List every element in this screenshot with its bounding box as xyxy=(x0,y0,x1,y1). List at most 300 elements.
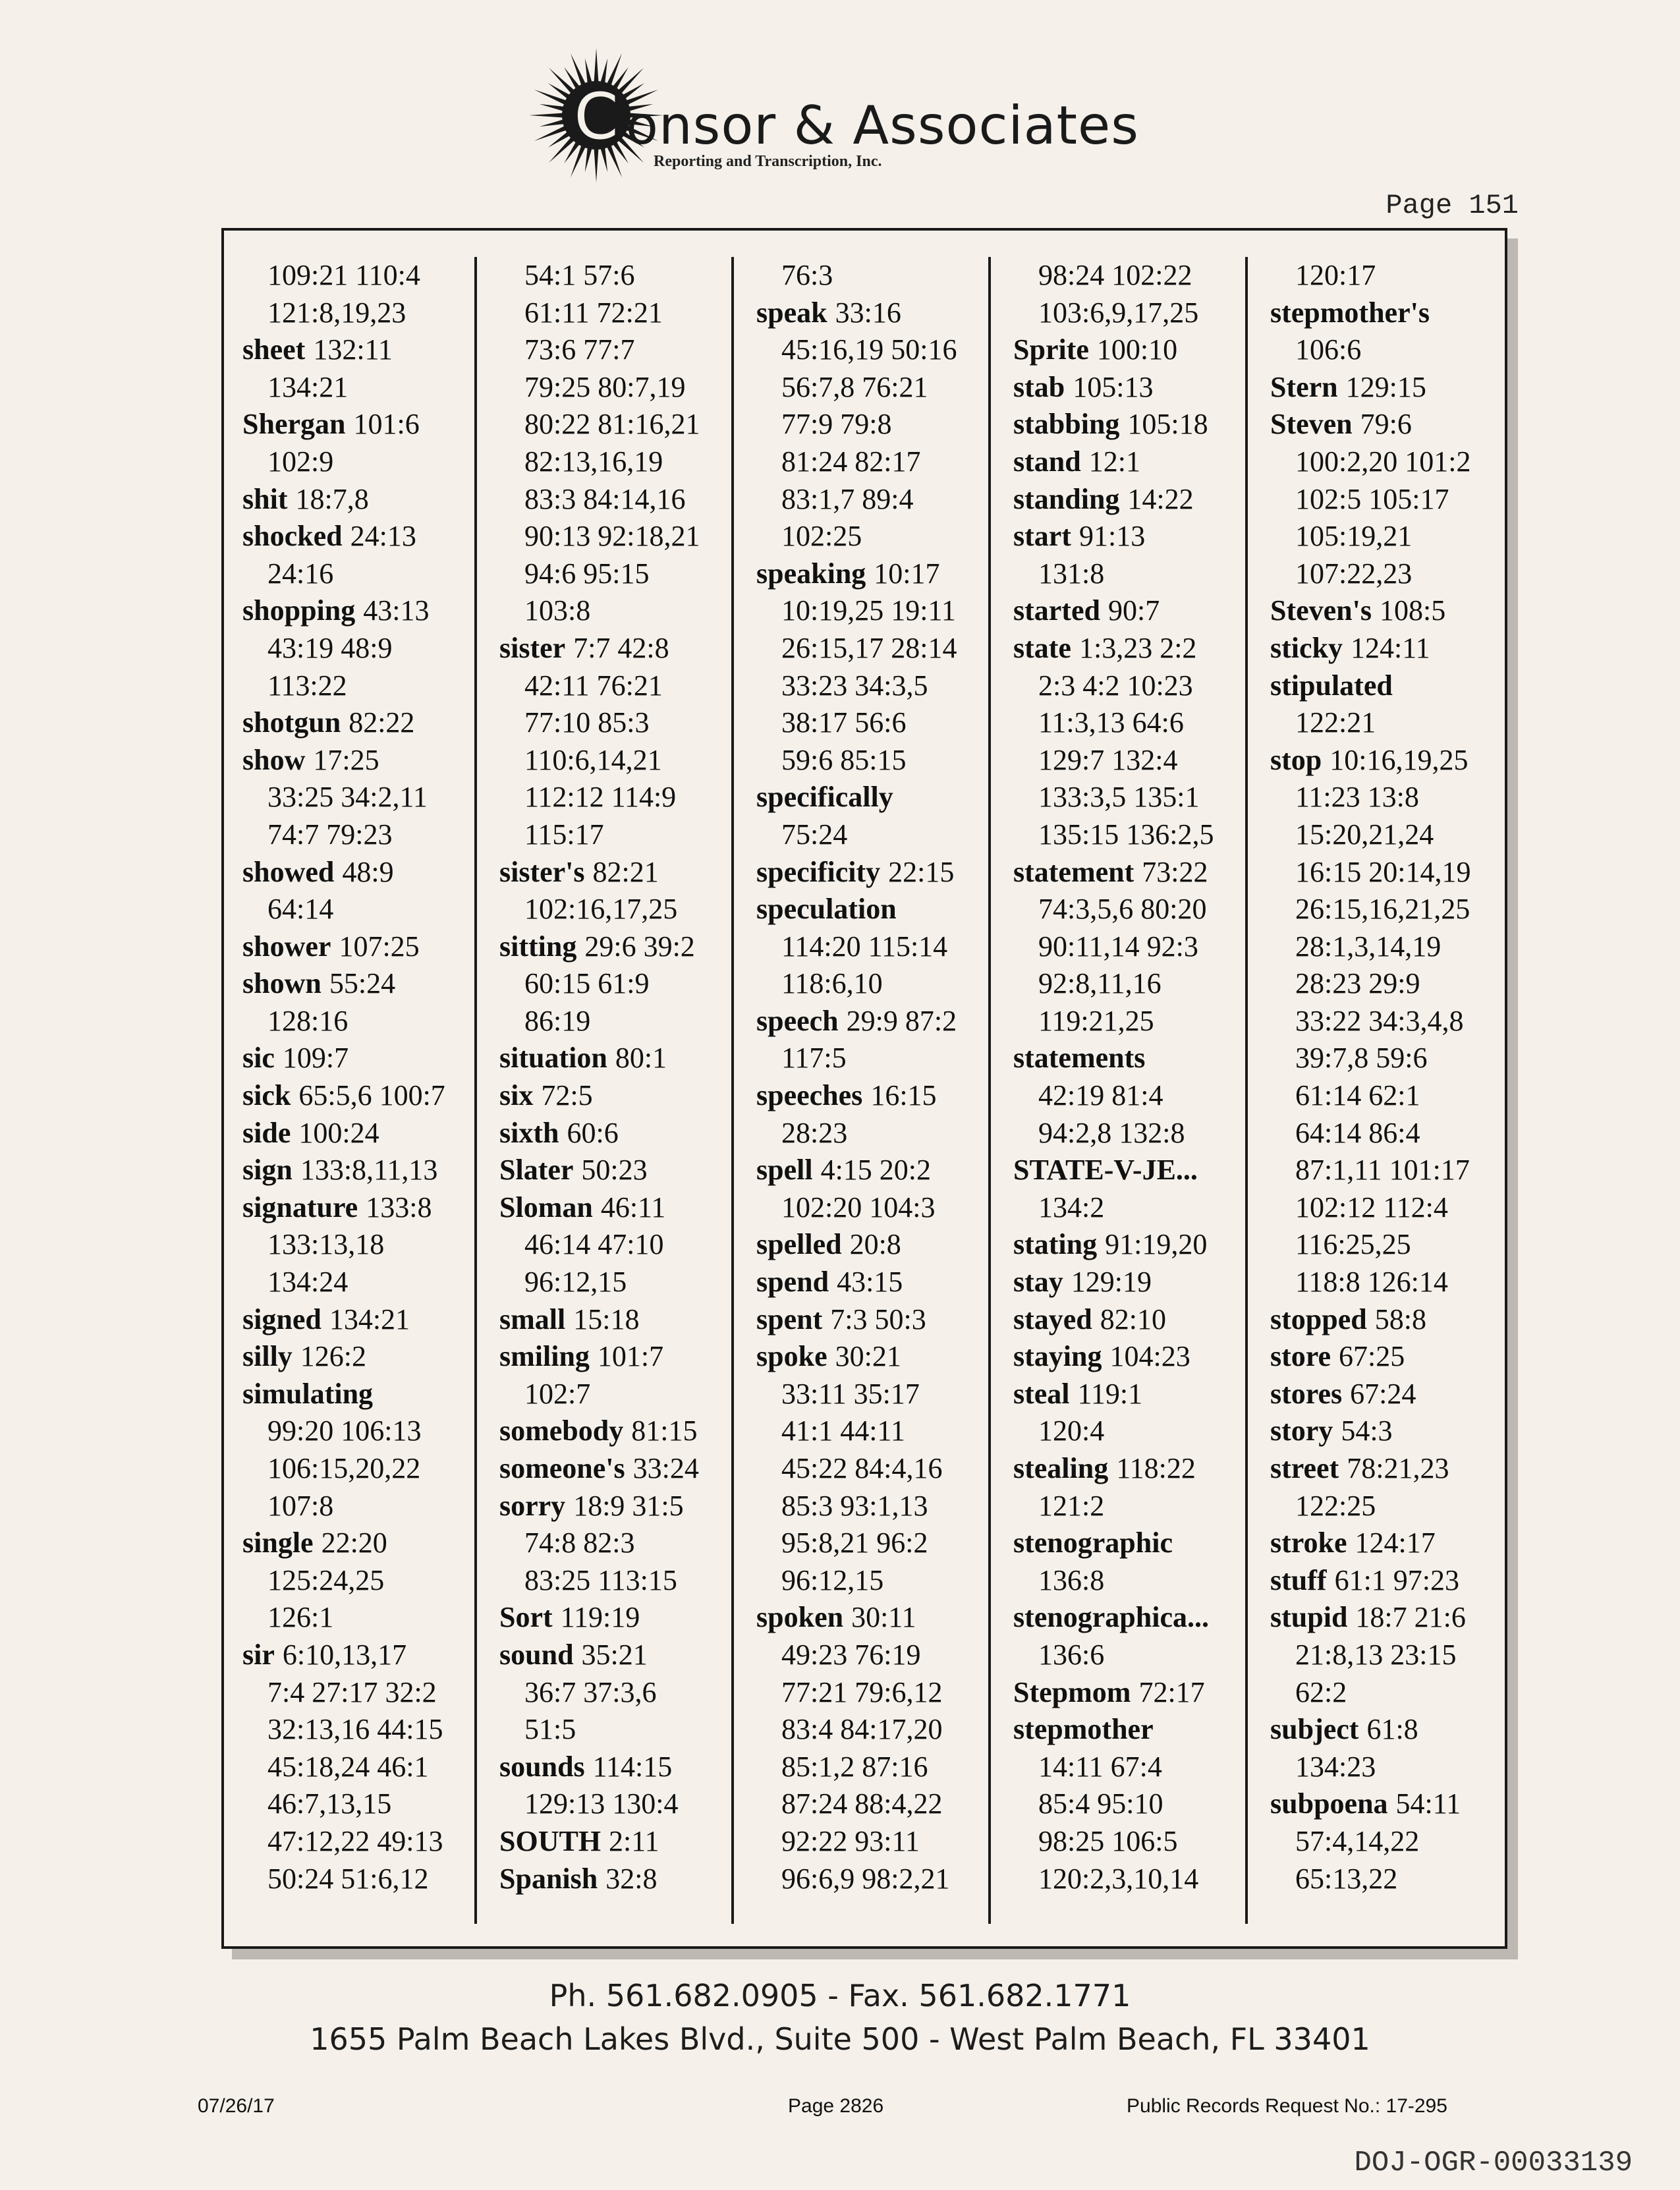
index-page-line-refs: 87:24 88:4,22 xyxy=(781,1787,943,1820)
index-entry-continuation xyxy=(995,965,1245,1003)
index-page-line-refs: 85:3 93:1,13 xyxy=(781,1489,928,1522)
index-page-line-refs: 90:7 xyxy=(1107,594,1160,627)
index-entry-continuation xyxy=(481,518,731,555)
index-page-line-refs: 10:16,19,25 xyxy=(1330,743,1469,776)
index-page-line-refs: 36:7 37:3,6 xyxy=(524,1675,657,1708)
index-term: sticky xyxy=(1270,631,1343,664)
index-page-line-refs: 112:12 114:9 xyxy=(524,781,677,814)
index-entry-continuation xyxy=(481,816,731,854)
index-entry-continuation xyxy=(224,1749,474,1786)
index-entry xyxy=(224,1637,474,1674)
index-page-line-refs: 18:7,8 xyxy=(295,482,369,515)
index-term: side xyxy=(242,1116,291,1149)
index-entry-continuation xyxy=(481,1003,731,1040)
index-page-line-refs: 28:1,3,14,19 xyxy=(1295,930,1442,963)
index-entry-continuation xyxy=(481,295,731,332)
index-term: sheet xyxy=(242,333,306,366)
index-entry-continuation xyxy=(995,928,1245,966)
index-term: stroke xyxy=(1270,1527,1347,1559)
index-page-line-refs: 33:11 35:17 xyxy=(781,1377,920,1410)
index-entry xyxy=(995,1376,1245,1413)
index-entry xyxy=(738,779,988,816)
index-entry-continuation xyxy=(738,518,988,555)
index-page-line-refs: 55:24 xyxy=(329,967,396,1000)
index-term: subject xyxy=(1270,1713,1359,1746)
index-entry-continuation xyxy=(1252,704,1505,742)
index-term: specificity xyxy=(756,855,881,888)
index-entry-continuation xyxy=(738,1749,988,1786)
index-entry-continuation xyxy=(738,1488,988,1525)
index-page-line-refs: 100:24 xyxy=(298,1116,379,1149)
index-page-line-refs: 74:8 82:3 xyxy=(524,1527,635,1559)
index-entry xyxy=(738,1226,988,1264)
index-entry xyxy=(995,331,1245,369)
index-page-line-refs: 24:13 xyxy=(350,520,416,553)
index-entry-continuation xyxy=(738,1562,988,1600)
index-entry xyxy=(481,1749,731,1786)
index-column-1 xyxy=(224,257,477,1924)
logo-initial: C xyxy=(574,80,619,154)
index-page-line-refs: 47:12,22 49:13 xyxy=(267,1824,443,1857)
index-entry-continuation xyxy=(1252,1749,1505,1786)
index-entry-continuation xyxy=(738,965,988,1003)
index-page-line-refs: 54:11 xyxy=(1395,1787,1461,1820)
index-entry-continuation xyxy=(995,1115,1245,1152)
index-entry xyxy=(1252,1450,1505,1488)
index-page-line-refs: 83:1,7 89:4 xyxy=(781,482,914,515)
index-page-line-refs: 105:19,21 xyxy=(1295,520,1413,553)
index-entry-continuation xyxy=(224,1562,474,1600)
index-entry-continuation xyxy=(995,667,1245,705)
index-term: stabbing xyxy=(1013,408,1120,441)
index-page-line-refs: 10:19,25 19:11 xyxy=(781,594,956,627)
index-entry xyxy=(738,1152,988,1189)
index-entry xyxy=(224,1376,474,1413)
index-entry-continuation xyxy=(1252,779,1505,816)
index-entry xyxy=(224,1338,474,1376)
index-page-line-refs: 11:3,13 64:6 xyxy=(1038,706,1184,739)
index-page-line-refs: 105:18 xyxy=(1127,408,1208,441)
index-entry-continuation xyxy=(224,1003,474,1040)
index-entry-continuation xyxy=(738,1189,988,1227)
index-entry xyxy=(224,406,474,443)
index-term: staying xyxy=(1013,1340,1102,1373)
index-page-line-refs: 120:4 xyxy=(1038,1415,1105,1447)
index-entry xyxy=(995,443,1245,481)
index-entry xyxy=(481,1040,731,1077)
index-entry xyxy=(738,1077,988,1115)
index-entry-continuation xyxy=(738,1637,988,1674)
index-page-line-refs: 119:19 xyxy=(560,1601,640,1634)
index-entry-continuation xyxy=(481,704,731,742)
index-page-line-refs: 74:3,5,6 80:20 xyxy=(1038,893,1207,926)
index-term: stayed xyxy=(1013,1303,1092,1335)
index-entry-continuation xyxy=(481,1674,731,1712)
index-entry-continuation xyxy=(481,406,731,443)
index-entry xyxy=(995,1226,1245,1264)
index-entry-continuation xyxy=(1252,518,1505,555)
index-entry-continuation xyxy=(738,742,988,779)
index-page-line-refs: 133:3,5 135:1 xyxy=(1038,781,1200,814)
index-page-line-refs: 109:21 110:4 xyxy=(267,259,420,291)
index-page-line-refs: 17:25 xyxy=(313,743,379,776)
index-page-line-refs: 10:17 xyxy=(874,557,940,590)
index-page-line-refs: 65:13,22 xyxy=(1295,1862,1398,1895)
index-page-line-refs: 105:13 xyxy=(1073,370,1154,403)
index-entry xyxy=(224,592,474,630)
index-page-line-refs: 29:6 39:2 xyxy=(584,930,695,963)
index-term: start xyxy=(1013,520,1071,553)
release-date: 07/26/17 xyxy=(198,2095,275,2117)
index-entry-continuation xyxy=(481,1226,731,1264)
index-page-line-refs: 30:11 xyxy=(851,1601,916,1634)
index-page-line-refs: 114:15 xyxy=(592,1750,673,1783)
index-entry xyxy=(995,1450,1245,1488)
index-page-line-refs: 75:24 xyxy=(781,818,848,851)
index-entry-continuation xyxy=(995,1785,1245,1823)
bates-number: DOJ-OGR-00033139 xyxy=(1354,2147,1633,2179)
index-entry xyxy=(1252,592,1505,630)
index-term: sign xyxy=(242,1154,293,1187)
index-entry-continuation xyxy=(738,1711,988,1749)
index-entry-continuation xyxy=(738,630,988,667)
index-page-line-refs: 107:25 xyxy=(339,930,420,963)
index-entry-continuation xyxy=(738,443,988,481)
index-term: stab xyxy=(1013,370,1065,403)
index-term: sitting xyxy=(499,930,577,963)
index-page-line-refs: 61:8 xyxy=(1366,1713,1418,1746)
index-page-line-refs: 39:7,8 59:6 xyxy=(1295,1042,1428,1075)
index-page-line-refs: 72:17 xyxy=(1138,1675,1205,1708)
index-term: shit xyxy=(242,482,288,515)
index-page-line-refs: 73:22 xyxy=(1142,855,1208,888)
index-term: stand xyxy=(1013,445,1081,478)
index-entry xyxy=(995,1301,1245,1339)
index-entry xyxy=(995,1674,1245,1712)
index-page-line-refs: 67:25 xyxy=(1339,1340,1405,1373)
index-page-line-refs: 43:13 xyxy=(363,594,430,627)
index-page-line-refs: 54:3 xyxy=(1341,1415,1393,1447)
index-page-line-refs: 67:24 xyxy=(1350,1377,1416,1410)
index-page-line-refs: 96:6,9 98:2,21 xyxy=(781,1862,950,1895)
index-page-line-refs: 101:6 xyxy=(353,408,420,441)
index-entry xyxy=(1252,406,1505,443)
index-term: store xyxy=(1270,1340,1331,1373)
index-term: specifically xyxy=(756,781,893,814)
word-index-table xyxy=(221,228,1507,1949)
index-page-line-refs: 46:14 47:10 xyxy=(524,1228,664,1261)
index-entry-continuation xyxy=(1252,1488,1505,1525)
index-page-line-refs: 15:18 xyxy=(573,1303,640,1335)
index-entry xyxy=(995,1338,1245,1376)
index-page-line-refs: 33:16 xyxy=(835,296,901,329)
index-page-line-refs: 73:6 77:7 xyxy=(524,333,635,366)
index-entry xyxy=(1252,1562,1505,1600)
index-page-line-refs: 107:22,23 xyxy=(1295,557,1413,590)
index-term: signature xyxy=(242,1191,358,1223)
index-page-line-refs: 28:23 xyxy=(781,1116,848,1149)
index-page-line-refs: 102:25 xyxy=(781,520,862,553)
index-page-line-refs: 78:21,23 xyxy=(1347,1452,1449,1484)
index-term: sick xyxy=(242,1079,291,1112)
index-page-line-refs: 110:6,14,21 xyxy=(524,743,662,776)
index-entry xyxy=(995,1711,1245,1749)
index-page-line-refs: 60:6 xyxy=(567,1116,619,1149)
index-page-line-refs: 116:25,25 xyxy=(1295,1228,1411,1261)
index-entry-continuation xyxy=(481,331,731,369)
index-term: simulating xyxy=(242,1377,374,1410)
index-column-5 xyxy=(1252,257,1505,1924)
index-entry xyxy=(738,1338,988,1376)
index-page-line-refs: 60:15 61:9 xyxy=(524,967,650,1000)
index-entry-continuation xyxy=(995,742,1245,779)
index-entry xyxy=(1252,295,1505,332)
index-page-line-refs: 108:5 xyxy=(1380,594,1446,627)
index-page-line-refs: 134:21 xyxy=(329,1303,410,1335)
index-page-line-refs: 43:15 xyxy=(837,1266,903,1299)
index-entry-continuation xyxy=(481,667,731,705)
index-column-2 xyxy=(481,257,734,1924)
index-entry-continuation xyxy=(995,891,1245,928)
index-entry-continuation xyxy=(224,1264,474,1301)
index-page-line-refs: 135:15 136:2,5 xyxy=(1038,818,1214,851)
index-page-line-refs: 56:7,8 76:21 xyxy=(781,370,928,403)
index-entry-continuation xyxy=(995,1077,1245,1115)
index-page-line-refs: 22:15 xyxy=(888,855,955,888)
index-entry-continuation xyxy=(1252,854,1505,891)
index-entry-continuation xyxy=(1252,555,1505,593)
index-entry-continuation xyxy=(738,1823,988,1861)
index-page-line-refs: 29:9 87:2 xyxy=(846,1004,957,1037)
index-column-3 xyxy=(738,257,991,1924)
index-page-line-refs: 118:6,10 xyxy=(781,967,883,1000)
index-term: speculation xyxy=(756,893,897,926)
index-page-line-refs: 30:21 xyxy=(835,1340,901,1373)
index-page-line-refs: 102:16,17,25 xyxy=(524,893,678,926)
index-entry-continuation xyxy=(481,592,731,630)
index-term: showed xyxy=(242,855,335,888)
index-page-line-refs: 133:13,18 xyxy=(267,1228,385,1261)
index-page-line-refs: 124:17 xyxy=(1355,1527,1436,1559)
index-term: stepmother's xyxy=(1270,296,1430,329)
index-entry-continuation xyxy=(1252,891,1505,928)
index-page-line-refs: 121:2 xyxy=(1038,1489,1105,1522)
index-page-line-refs: 16:15 xyxy=(870,1079,937,1112)
index-entry xyxy=(481,1301,731,1339)
index-entry xyxy=(224,331,474,369)
index-page-line-refs: 43:19 48:9 xyxy=(267,631,393,664)
index-entry xyxy=(481,630,731,667)
index-entry xyxy=(224,1301,474,1339)
index-term: spoke xyxy=(756,1340,827,1373)
index-page-line-refs: 114:20 115:14 xyxy=(781,930,948,963)
index-entry xyxy=(738,891,988,928)
index-term: Sprite xyxy=(1013,333,1089,366)
index-term: stenographica... xyxy=(1013,1601,1209,1634)
index-page-line-refs: 32:8 xyxy=(605,1862,658,1895)
index-page-line-refs: 76:3 xyxy=(781,259,833,291)
index-entry xyxy=(481,1115,731,1152)
index-entry xyxy=(224,1152,474,1189)
records-request-number: Public Records Request No.: 17-295 xyxy=(1127,2095,1447,2117)
index-term: Sloman xyxy=(499,1191,593,1223)
index-term: shocked xyxy=(242,520,343,553)
index-entry-continuation xyxy=(738,481,988,519)
index-page-line-refs: 94:2,8 132:8 xyxy=(1038,1116,1185,1149)
index-page-line-refs: 45:16,19 50:16 xyxy=(781,333,957,366)
index-page-line-refs: 58:8 xyxy=(1374,1303,1426,1335)
index-entry-continuation xyxy=(738,816,988,854)
index-term: stupid xyxy=(1270,1601,1348,1634)
index-page-line-refs: 72:5 xyxy=(541,1079,593,1112)
index-entry-continuation xyxy=(224,257,474,295)
index-entry-continuation xyxy=(224,295,474,332)
index-page-line-refs: 134:2 xyxy=(1038,1191,1105,1223)
index-entry-continuation xyxy=(738,1674,988,1712)
index-entry-continuation xyxy=(738,1413,988,1450)
index-entry xyxy=(224,518,474,555)
index-page-line-refs: 122:21 xyxy=(1295,706,1376,739)
index-entry xyxy=(1252,1525,1505,1562)
index-entry xyxy=(481,1861,731,1898)
index-page-line-refs: 65:5,6 100:7 xyxy=(298,1079,445,1112)
index-term: spend xyxy=(756,1266,829,1299)
index-entry xyxy=(995,1264,1245,1301)
index-page-line-refs: 51:5 xyxy=(524,1713,576,1746)
index-term: stop xyxy=(1270,743,1322,776)
index-page-line-refs: 77:9 79:8 xyxy=(781,408,892,441)
index-entry-continuation xyxy=(224,1861,474,1898)
index-entry-continuation xyxy=(738,1861,988,1898)
index-page-line-refs: 83:25 113:15 xyxy=(524,1563,677,1596)
index-entry-continuation xyxy=(995,1562,1245,1600)
index-term: STATE-V-JE... xyxy=(1013,1154,1198,1187)
index-entry-continuation xyxy=(481,1376,731,1413)
index-page-line-refs: 133:8,11,13 xyxy=(300,1154,438,1187)
index-term: shower xyxy=(242,930,331,963)
index-page-line-refs: 62:2 xyxy=(1295,1675,1347,1708)
index-entry xyxy=(224,1040,474,1077)
index-entry xyxy=(1252,1785,1505,1823)
index-page-line-refs: 61:11 72:21 xyxy=(524,296,663,329)
index-page-line-refs: 2:11 xyxy=(609,1824,659,1857)
index-page-line-refs: 59:6 85:15 xyxy=(781,743,907,776)
index-page-line-refs: 18:9 31:5 xyxy=(573,1489,684,1522)
index-page-line-refs: 113:22 xyxy=(267,669,347,702)
index-page-line-refs: 7:4 27:17 32:2 xyxy=(267,1675,437,1708)
index-page-line-refs: 12:1 xyxy=(1088,445,1140,478)
index-page-line-refs: 85:4 95:10 xyxy=(1038,1787,1163,1820)
index-term: somebody xyxy=(499,1415,624,1447)
index-term: sic xyxy=(242,1042,275,1075)
index-page-line-refs: 11:23 13:8 xyxy=(1295,781,1419,814)
index-page-line-refs: 103:6,9,17,25 xyxy=(1038,296,1199,329)
index-term: subpoena xyxy=(1270,1787,1388,1820)
index-entry-continuation xyxy=(738,257,988,295)
index-entry-continuation xyxy=(224,555,474,593)
index-term: sister's xyxy=(499,855,585,888)
index-page-line-refs: 106:15,20,22 xyxy=(267,1452,421,1484)
index-page-line-refs: 119:21,25 xyxy=(1038,1004,1154,1037)
index-entry xyxy=(1252,1413,1505,1450)
transcript-page-number: Page 151 xyxy=(1386,190,1519,221)
index-entry-continuation xyxy=(995,555,1245,593)
index-entry-continuation xyxy=(738,331,988,369)
index-term: stepmother xyxy=(1013,1713,1154,1746)
index-term: spoken xyxy=(756,1601,844,1634)
index-term: Slater xyxy=(499,1154,574,1187)
index-page-line-refs: 96:12,15 xyxy=(781,1563,884,1596)
index-entry-continuation xyxy=(995,1413,1245,1450)
index-entry-continuation xyxy=(481,891,731,928)
index-page-line-refs: 120:17 xyxy=(1295,259,1376,291)
index-entry-continuation xyxy=(1252,1003,1505,1040)
index-term: sister xyxy=(499,631,566,664)
index-term: Stepmom xyxy=(1013,1675,1131,1708)
index-entry-continuation xyxy=(224,667,474,705)
index-page-line-refs: 18:7 21:6 xyxy=(1355,1601,1466,1634)
index-term: shopping xyxy=(242,594,356,627)
index-page-line-refs: 133:8 xyxy=(366,1191,432,1223)
index-entry-continuation xyxy=(224,1823,474,1861)
index-page-line-refs: 2:3 4:2 10:23 xyxy=(1038,669,1193,702)
index-page-line-refs: 120:2,3,10,14 xyxy=(1038,1862,1199,1895)
index-page-line-refs: 77:21 79:6,12 xyxy=(781,1675,943,1708)
index-entry xyxy=(224,965,474,1003)
index-page-line-refs: 7:3 50:3 xyxy=(830,1303,926,1335)
index-page-line-refs: 99:20 106:13 xyxy=(267,1415,422,1447)
index-page-line-refs: 124:11 xyxy=(1351,631,1430,664)
index-page-line-refs: 134:23 xyxy=(1295,1750,1376,1783)
index-entry-continuation xyxy=(995,704,1245,742)
index-entry xyxy=(481,1450,731,1488)
index-page-line-refs: 1:3,23 2:2 xyxy=(1078,631,1197,664)
index-entry xyxy=(1252,630,1505,667)
index-term: shown xyxy=(242,967,322,1000)
index-entry-continuation xyxy=(738,1525,988,1562)
index-term: steal xyxy=(1013,1377,1070,1410)
index-page-line-refs: 92:8,11,16 xyxy=(1038,967,1162,1000)
index-entry-continuation xyxy=(481,481,731,519)
company-name: onsor & Associates xyxy=(626,95,1139,156)
index-entry xyxy=(995,369,1245,407)
index-entry-continuation xyxy=(995,1003,1245,1040)
company-logo xyxy=(527,46,1160,184)
index-page-line-refs: 94:6 95:15 xyxy=(524,557,650,590)
index-page-line-refs: 82:22 xyxy=(349,706,415,739)
index-page-line-refs: 136:8 xyxy=(1038,1563,1105,1596)
index-page-line-refs: 48:9 xyxy=(342,855,394,888)
index-entry xyxy=(224,1115,474,1152)
index-entry-continuation xyxy=(738,1376,988,1413)
index-entry xyxy=(1252,742,1505,779)
index-page-line-refs: 42:19 81:4 xyxy=(1038,1079,1163,1112)
index-entry-continuation xyxy=(738,592,988,630)
index-page-line-refs: 100:10 xyxy=(1096,333,1178,366)
index-entry xyxy=(1252,1338,1505,1376)
index-page-line-refs: 126:2 xyxy=(300,1340,367,1373)
index-entry xyxy=(738,295,988,332)
index-entry-continuation xyxy=(738,1115,988,1152)
index-page-line-refs: 128:16 xyxy=(267,1004,349,1037)
index-entry xyxy=(224,854,474,891)
index-entry xyxy=(224,742,474,779)
index-entry-continuation xyxy=(224,1711,474,1749)
index-page-line-refs: 85:1,2 87:16 xyxy=(781,1750,928,1783)
index-entry-continuation xyxy=(1252,1226,1505,1264)
index-term: someone's xyxy=(499,1452,625,1484)
index-entry-continuation xyxy=(1252,1264,1505,1301)
